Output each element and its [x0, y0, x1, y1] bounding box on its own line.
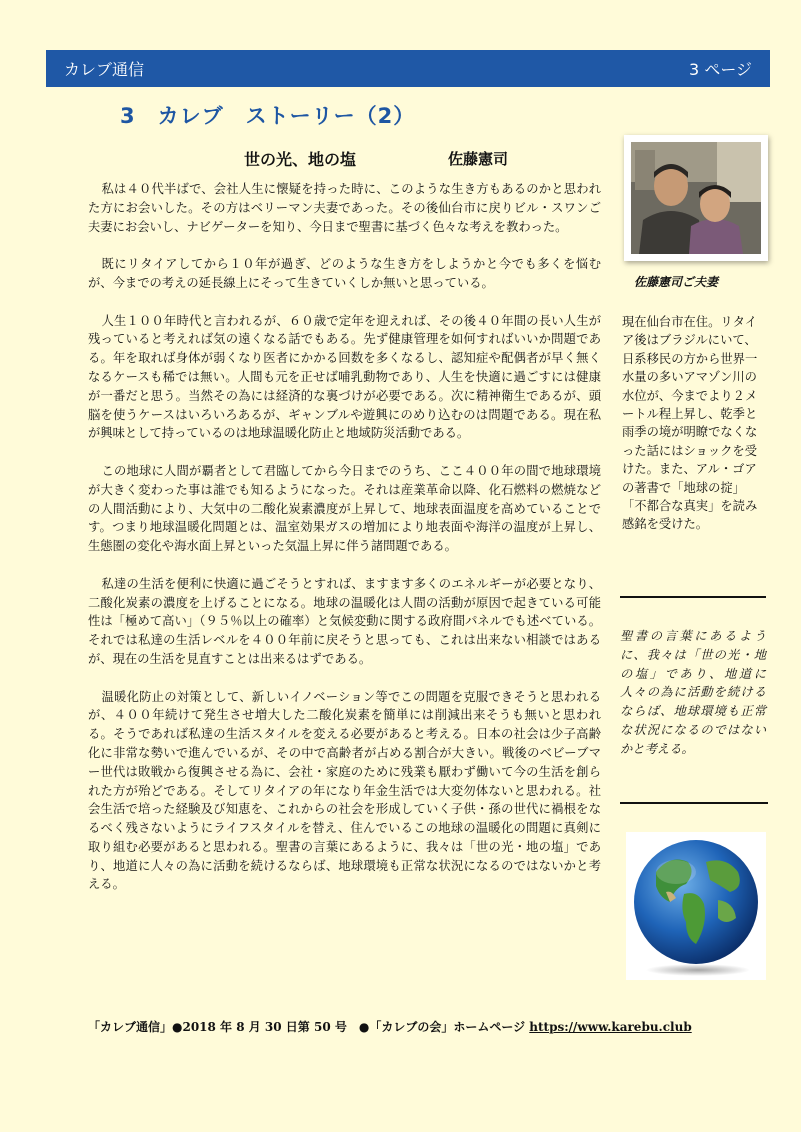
header-bar	[46, 50, 770, 87]
article-author: 佐藤憲司	[448, 150, 509, 168]
author-bio: 現在仙台市在住。リタイア後はブラジルにいて、日系移民の方から世界一水量の多いアマゾン川の水位が、今までより２メートル程上昇し、乾季と雨季の境が明瞭でなくなった話にはショックを受けた。また、アル・ゴアの著書で「地球の掟」「不都合な真実」を読み感銘を受けた。	[622, 315, 758, 532]
article-title: 世の光、地の塩	[244, 150, 357, 169]
page-number: 3 ページ	[689, 60, 752, 79]
homepage-link[interactable]: https://www.karebu.club	[529, 1020, 692, 1034]
article-body	[88, 180, 601, 894]
paragraph: 私は４０代半ばで、会社人生に懐疑を持った時に、このような生き方もあるのかと思われた方にお会いした。その方はベリーマン夫妻であった。その後仙台市に戻りビル・スワンご夫妻にお会いし、ナビゲーターを知り、今日まで聖書に基づく色々な考えを教わった。	[88, 182, 601, 234]
section-title: 3 カレブ ストーリー（2）	[120, 104, 416, 128]
globe-icon	[626, 832, 766, 980]
newsletter-title: カレブ通信	[64, 60, 145, 79]
photo-caption: 佐藤憲司ご夫妻	[634, 275, 719, 289]
divider	[620, 802, 768, 804]
quote-box: 聖書の言葉にあるように、我々は「世の光・地の塩」であり、地道に人々の為に活動を続けるならば、地球環境も正常な状況になるのではないかと考える。	[620, 629, 766, 756]
couple-photo	[624, 135, 768, 261]
divider	[620, 596, 766, 598]
footer-text: 「カレブ通信」●2018 年 8 月 30 日第 50 号 ●「カレブの会」ホームページ	[88, 1020, 530, 1034]
paragraph: 私達の生活を便利に快適に過ごそうとすれば、ますます多くのエネルギーが必要となり、二酸化炭素の濃度を上げることになる。地球の温暖化は人間の活動が原因で起きている可能性は「極めて高い」（９５％以上の確率）と気候変動に関する政府間パネルでも述べている。それでは私達の生活レベルを４００年前に戻そうと思っても、これは出来ない相談ではあるが、現在の生活を見直すことは出来るはずである。	[88, 576, 601, 666]
paragraph: 人生１００年時代と言われるが、６０歳で定年を迎えれば、その後４０年間の長い人生が残っていると考えれば気の遠くなる話でもある。先ず健康管理を如何すればいいか問題である。年を取れば身体が弱くなり医者にかかる回数を多くなるし、認知症や配偶者が早く無くなるケースも稀では無い。人間も元を正せば哺乳動物であり、人生を快適に過ごすには健康が一番だと思う。当然その為には経済的な裏づけが必要である。次に精神衛生であるが、頭脳を使うケースはいろいろあるが、ギャンブルや遊興にのめり込むのは問題である。現在私が興味として持っているのは地球温暖化防止と地域防災活動である。	[88, 313, 601, 441]
paragraph: 既にリタイアしてから１０年が過ぎ、どのような生き方をしようかと今でも多くを悩むが、今までの考えの延長線上にそって生きていくしか無いと思っている。	[88, 257, 601, 290]
footer	[88, 1018, 692, 1035]
couple-photo-image	[631, 142, 761, 254]
paragraph: この地球に人間が覇者として君臨してから今日までのうち、ここ４００年の間で地球環境が大きく変わった事は誰でも知るようになった。それは産業革命以降、化石燃料の燃焼などの人間活動により、大気中の二酸化炭素濃度が上昇して、地球表面温度を高めていることです。つまり地球温暖化問題とは、温室効果ガスの増加により地表面や海洋の温度が上昇し、生態圏の変化や海水面上昇といった気温上昇に伴う諸問題である。	[88, 463, 601, 554]
paragraph: 温暖化防止の対策として、新しいイノベーション等でこの問題を克服できそうと思われるが、４００年続けて発生させ増大した二酸化炭素を簡単には削減出来そうも無いと思われる。そうであれば私達の生活スタイルを変える必要があると考える。日本の社会は少子高齢化に非常な勢いで進んでいるが、その中で高齢者が占める割合が大きい。戦後のベビーブマー世代は敗戦から復興させる為に、会社・家庭のために残業も厭わず働いて今の生活を創られた方が殆どである。そしてリタイアの年になり年金生活では大変勿体ないと思われる。社会生活で培った経験及び知恵を、これからの社会を形成していく子供・孫の世代に禍根をなるべく残さないようにライフスタイルを替え、住んでいるこの地球の温暖化の問題に真剣に取り組む必要があると思われる。聖書の言葉にあるように、我々は「世の光・地の塩」であり、地道に人々の為に活動を続けるならば、地球環境も正常な状況になるのではないかと考える。	[88, 689, 601, 892]
globe-image	[626, 832, 766, 980]
